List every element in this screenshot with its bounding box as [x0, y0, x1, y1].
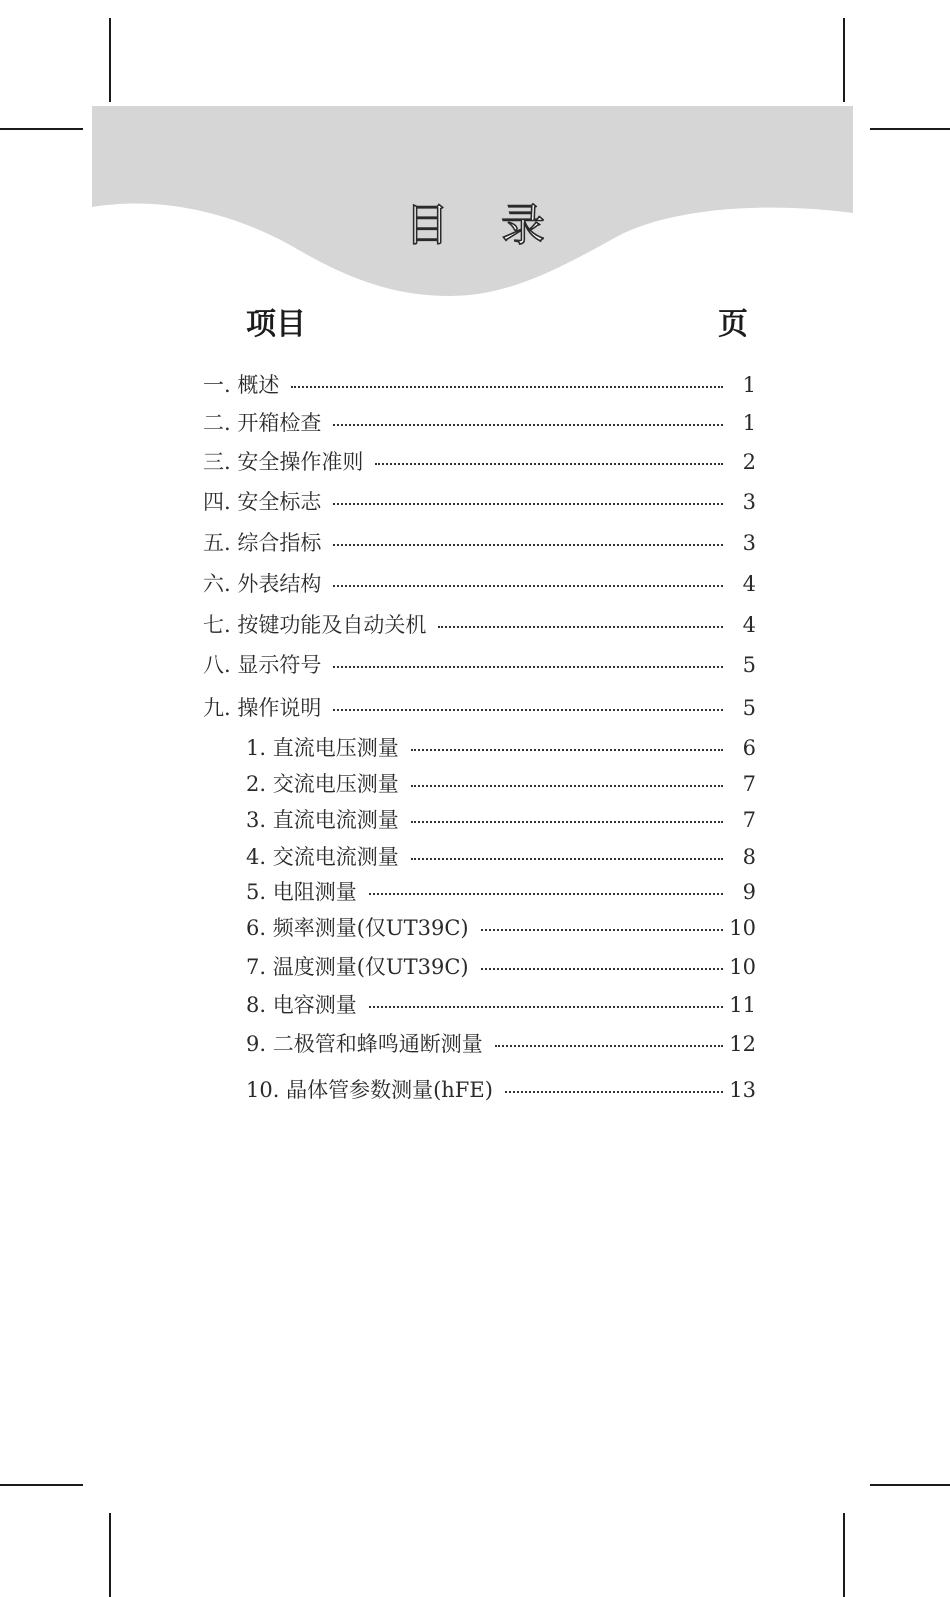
toc-subentry[interactable] — [246, 769, 756, 799]
toc-subentry-label: 1. 直流电压测量 — [246, 735, 399, 760]
column-heading-page: 页 — [718, 307, 748, 342]
dot-leader — [411, 749, 723, 751]
toc-entry-label: 六. 外表结构 — [203, 571, 322, 596]
toc-subentry-label: 3. 直流电流测量 — [246, 807, 399, 832]
toc-entry-label: 五. 综合指标 — [203, 530, 322, 555]
toc-entry-label: 八. 显示符号 — [203, 652, 322, 677]
toc-entry-page: 5 — [742, 652, 756, 677]
toc-subentry[interactable] — [246, 733, 756, 763]
dot-leader — [369, 893, 723, 895]
dot-leader — [411, 785, 723, 787]
toc-subentry-label: 4. 交流电流测量 — [246, 844, 399, 869]
dot-leader — [333, 503, 723, 505]
dot-leader — [411, 858, 723, 860]
header-banner — [0, 0, 950, 320]
dot-leader — [333, 666, 723, 668]
toc-subentry-page: 11 — [729, 992, 756, 1017]
toc-entry[interactable] — [203, 370, 756, 400]
toc-entry-page: 3 — [742, 530, 756, 555]
toc-subentry[interactable] — [246, 842, 756, 872]
toc-subentry[interactable] — [246, 877, 756, 907]
toc-entry-label: 四. 安全标志 — [203, 489, 322, 514]
toc-entry[interactable] — [203, 693, 756, 723]
dot-leader — [481, 968, 723, 970]
crop-mark-bottom-left-vertical — [109, 1513, 111, 1597]
toc-subentry-page: 8 — [742, 844, 756, 869]
column-heading-item: 项目 — [246, 307, 306, 342]
toc-entry-page: 1 — [742, 372, 756, 397]
toc-entry[interactable] — [203, 487, 756, 517]
dot-leader — [333, 544, 723, 546]
toc-subentry-label: 8. 电容测量 — [246, 992, 357, 1017]
dot-leader — [369, 1006, 723, 1008]
toc-subentry-page: 6 — [742, 735, 756, 760]
toc-entry-label: 九. 操作说明 — [203, 695, 322, 720]
toc-subentry-label: 9. 二极管和蜂鸣通断测量 — [246, 1031, 483, 1056]
toc-entry-label: 七. 按键功能及自动关机 — [203, 612, 427, 637]
toc-subentry[interactable] — [246, 952, 756, 982]
toc-entry-page: 2 — [742, 449, 756, 474]
toc-subentry[interactable] — [246, 913, 756, 943]
crop-mark-bottom-right-horizontal — [870, 1484, 950, 1486]
toc-entry[interactable] — [203, 569, 756, 599]
dot-leader — [481, 929, 723, 931]
toc-subentry-page: 12 — [729, 1031, 756, 1056]
toc-entry-page: 4 — [742, 571, 756, 596]
toc-subentry[interactable] — [246, 990, 756, 1020]
toc-subentry-label: 2. 交流电压测量 — [246, 771, 399, 796]
dot-leader — [333, 585, 723, 587]
crop-mark-bottom-right-vertical — [843, 1513, 845, 1597]
toc-subentry[interactable] — [246, 1075, 756, 1105]
toc-entry[interactable] — [203, 610, 756, 640]
toc-subentry[interactable] — [246, 805, 756, 835]
toc-entry[interactable] — [203, 447, 756, 477]
toc-entry-label: 二. 开箱检查 — [203, 410, 322, 435]
dot-leader — [505, 1091, 723, 1093]
crop-mark-bottom-left-horizontal — [0, 1484, 83, 1486]
toc-entry[interactable] — [203, 408, 756, 438]
toc-entry-page: 1 — [742, 410, 756, 435]
toc-entry[interactable] — [203, 650, 756, 680]
page-title-char: 目 — [405, 200, 449, 251]
toc-entry-page: 4 — [742, 612, 756, 637]
toc-subentry[interactable] — [246, 1029, 756, 1059]
toc-subentry-page: 10 — [729, 915, 756, 940]
dot-leader — [438, 626, 723, 628]
toc-entry-label: 三. 安全操作准则 — [203, 449, 364, 474]
dot-leader — [291, 386, 723, 388]
toc-subentry-page: 9 — [742, 879, 756, 904]
toc-subentry-label: 7. 温度测量(仅UT39C) — [246, 954, 469, 979]
toc-subentry-page: 10 — [729, 954, 756, 979]
toc-entry-label: 一. 概述 — [203, 372, 280, 397]
toc-entry[interactable] — [203, 528, 756, 558]
dot-leader — [411, 821, 723, 823]
toc-subentry-page: 7 — [742, 807, 756, 832]
page-title — [405, 198, 545, 254]
dot-leader — [333, 709, 723, 711]
dot-leader — [495, 1045, 723, 1047]
toc-subentry-label: 10. 晶体管参数测量(hFE) — [246, 1077, 493, 1102]
dot-leader — [333, 424, 723, 426]
toc-subentry-page: 7 — [742, 771, 756, 796]
toc-entry-page: 3 — [742, 489, 756, 514]
toc-subentry-label: 6. 频率测量(仅UT39C) — [246, 915, 469, 940]
dot-leader — [375, 463, 723, 465]
toc-subentry-label: 5. 电阻测量 — [246, 879, 357, 904]
toc-subentry-page: 13 — [729, 1077, 756, 1102]
page-title-char: 录 — [501, 200, 545, 251]
toc-entry-page: 5 — [742, 695, 756, 720]
